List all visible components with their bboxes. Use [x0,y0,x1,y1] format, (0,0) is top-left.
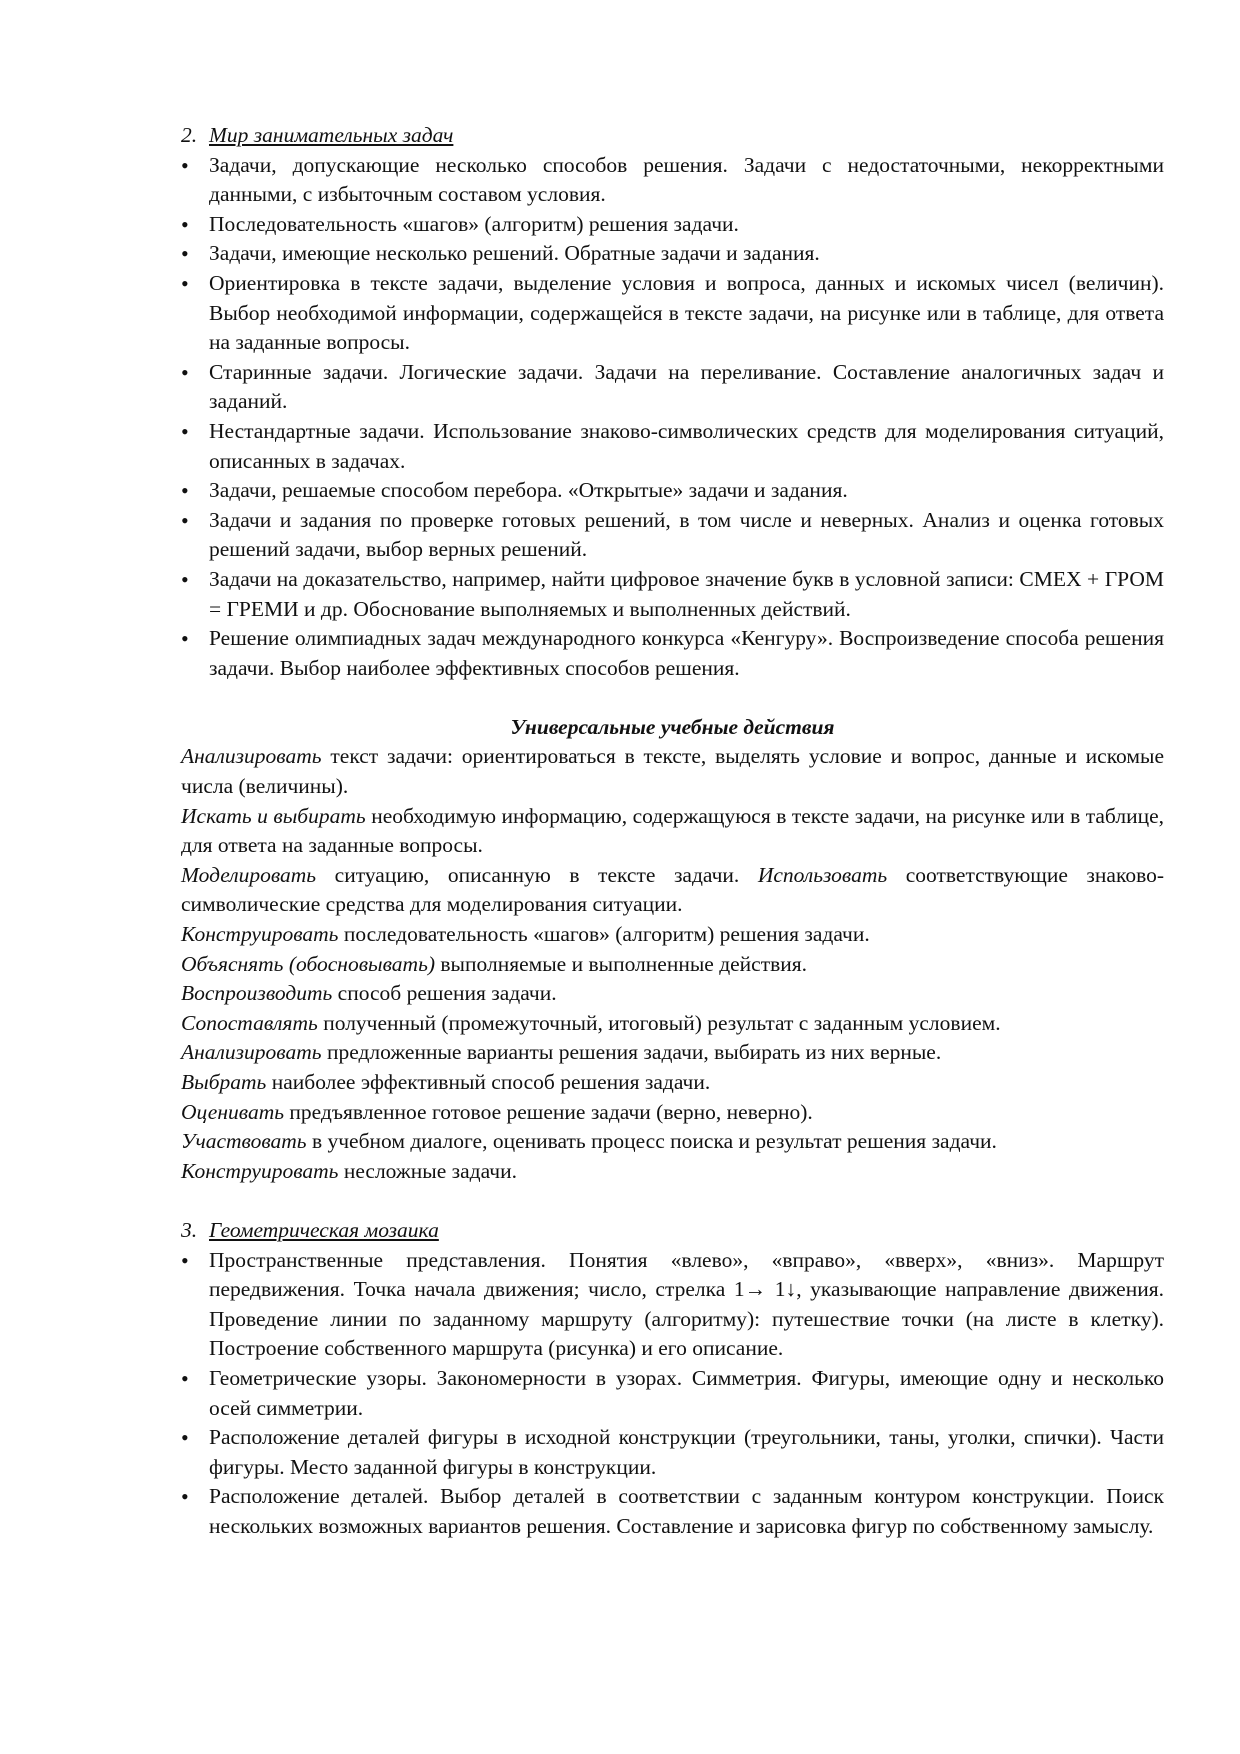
uud-heading: Универсальные учебные действия [510,714,835,739]
action-text: предъявленное готовое решение задачи (верно, неверно). [284,1099,813,1124]
uud-paragraph [181,979,1164,1009]
list-item: • Решение олимпиадных задач международного конкурса «Кенгуру». Воспроизведение способа решения задачи. Выбор наиболее эффективных способов решения. [181,624,1164,683]
action-text: последовательность «шагов» (алгоритм) решения задачи. [338,922,870,947]
uud-paragraph [181,742,1164,801]
list-item: • Старинные задачи. Логические задачи. Задачи на переливание. Составление аналогичных задач и заданий. [181,358,1164,417]
action-verb: Конструировать [181,922,339,947]
uud-paragraph [181,802,1164,861]
action-text: наиболее эффективный способ решения задачи. [266,1070,711,1094]
uud-paragraph [181,1038,1164,1068]
action-text: полученный (промежуточный, итоговый) результат с заданным условием. [317,1010,1001,1035]
uud-paragraph [181,950,1164,980]
action-verb: Участвовать [181,1129,307,1154]
document-page [181,121,1164,1542]
uud-paragraph [181,861,1164,920]
list-item: • Задачи на доказательство, например, найти цифровое значение букв в условной записи: СМЕХ + ГРОМ = ГРЕМИ и др. Обоснование выполняемых и выполненных действий. [181,565,1164,624]
action-verb: Конструировать [181,1158,339,1183]
section-heading-2: 2. Мир занимательных задач [181,123,454,147]
action-text: текст задачи: ориентироваться в тексте, выделять условие и вопрос, данные и искомые числа (величины). [181,744,1164,799]
uud-paragraph [181,1127,1164,1157]
list-item: • Последовательность «шагов» (алгоритм) решения задачи. [181,210,1164,240]
uud-paragraph [181,1157,1164,1187]
list-item: • Расположение деталей. Выбор деталей в соответствии с заданным контуром конструкции. Поиск нескольких возможных вариантов решения. Составление и зарисовка фигур по собственному замыслу. [181,1482,1164,1541]
action-text: необходимую информацию, содержащуюся в тексте задачи, на рисунке или в таблице, для ответа на заданные вопросы. [181,803,1164,858]
action-text: выполняемые и выполненные действия. [435,951,808,976]
uud-paragraph [181,1068,1164,1098]
section-2-list [181,151,1164,684]
action-text: ситуацию, описанную в тексте задачи. [316,862,758,887]
action-text: предложенные варианты решения задачи, выбирать из них верные. [321,1040,942,1065]
list-item: • Задачи, допускающие несколько способов решения. Задачи с недостаточными, некорректными данными, с избыточным составом условия. [181,151,1164,210]
list-item: • Задачи и задания по проверке готовых решений, в том числе и неверных. Анализ и оценка готовых решений задачи, выбор верных решений. [181,506,1164,565]
list-item: • Задачи, решаемые способом перебора. «Открытые» задачи и задания. [181,476,1164,506]
action-text: способ решения задачи. [332,981,557,1006]
action-verb: Оценивать [181,1099,285,1124]
action-verb: Воспроизводить [181,981,333,1006]
list-item: • Геометрические узоры. Закономерности в узорах. Симметрия. Фигуры, имеющие одну и несколько осей симметрии. [181,1364,1164,1423]
action-verb: Анализировать [181,744,322,769]
uud-paragraphs [181,742,1164,1186]
action-text: соответствующие знаково-символические средства для моделирования ситуации. [181,862,1164,917]
list-item: • Нестандартные задачи. Использование знаково-символических средств для моделирования ситуаций, описанных в задачах. [181,417,1164,476]
action-text: несложные задачи. [338,1158,517,1183]
action-verb: Моделировать [181,862,317,887]
action-text: в учебном диалоге, оценивать процесс поиска и результат решения задачи. [306,1129,997,1154]
uud-paragraph [181,1009,1164,1039]
section-heading-3: 3. Геометрическая мозаика [181,1217,439,1242]
list-item: • Задачи, имеющие несколько решений. Обратные задачи и задания. [181,239,1164,269]
action-verb: Выбрать [181,1070,267,1094]
action-verb: Использовать [757,862,888,887]
list-item: • Расположение деталей фигуры в исходной конструкции (треугольники, таны, уголки, спички). Части фигуры. Место заданной фигуры в конструкции. [181,1423,1164,1482]
uud-paragraph [181,920,1164,950]
list-item: • Пространственные представления. Понятия «влево», «вправо», «вверх», «вниз». Маршрут передвижения. Точка начала движения; число, стрелка 1→ 1↓, указывающие направление движения. Проведение линии по заданному маршруту (алгоритму): путешествие точки (на листе в клетку). Построение собственного маршрута (рисунка) и его описание. [181,1246,1164,1364]
uud-paragraph [181,1098,1164,1128]
action-verb: Искать и выбирать [181,803,366,828]
action-verb: Анализировать [181,1040,322,1065]
section-3-list [181,1246,1164,1542]
action-verb: Объяснять (обосновывать) [181,951,436,976]
list-item: • Ориентировка в тексте задачи, выделение условия и вопроса, данных и искомых чисел (величин). Выбор необходимой информации, содержащейся в тексте задачи, на рисунке или в таблице, для ответа на заданные вопросы. [181,269,1164,358]
action-verb: Сопоставлять [181,1010,318,1035]
